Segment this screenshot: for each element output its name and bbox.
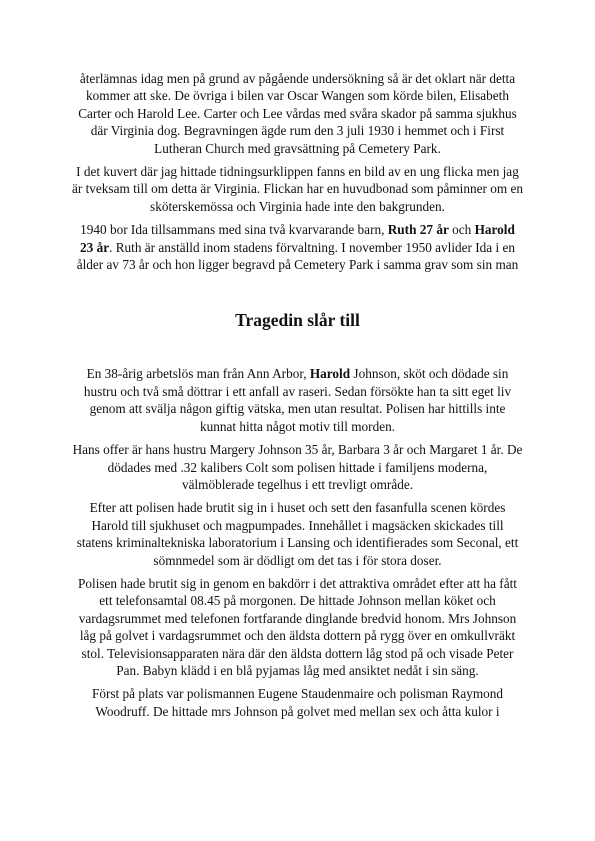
bold-name-harold: Harold 23 år [80,222,515,255]
text-span: En 38-årig arbetslös man från Ann Arbor, [86,366,310,382]
text-span: 1940 bor Ida tillsammans med sina två kvarvarande barn, [80,222,388,238]
bold-name-ruth: Ruth 27 år [387,222,449,238]
document-page [72,70,523,726]
text-span: . Ruth är anställd inom stadens förvaltning. I november 1950 avlider Ida i en ålder av 73 år och hon ligger begravd på Cemetery Park i samma grav som sin man [76,239,519,273]
paragraph-hospital: Efter att polisen hade brutit sig in i huset och sett den fasanfulla scenen kördes Harold till sjukhuset och magpumpades. Innehållet i magsäcken skickades till statens kriminaltekniska laboratorium i Lansing och identifierades som Seconal, ett sömnmedel som är dödligt om det tas i för stora doser. [76,500,519,568]
paragraph-envelope-photo: I det kuvert där jag hittade tidningsurklippen fanns en bild av en ung flicka men jag är tveksam till om detta är Virginia. Flickan har en huvudbonad som påminner om en sköterskemössa och Virginia hade inte den bakgrunden. [72,164,523,214]
text-span: Johnson, sköt och dödade sin hustru och två små döttrar i ett anfall av raseri. Sedan försökte han ta sitt eget liv genom att svälja någon giftig vätska, men utan resultat. Polisen har hittills inte kunnat hitta något motiv till morden. [83,366,512,434]
paragraph-police-entry: Polisen hade brutit sig in genom en bakdörr i det attraktiva området efter att ha fått ett telefonsamtal 08.45 på morgonen. De hittade Johnson mellan köket och vardagsrummet med telefonen fortfarande dinglande bredvid honom. Mrs Johnson låg på golvet i vardagsrummet och den äldsta dottern på rygg över en omkullvräkt stol. Televisionsapparaten nära där den äldsta dottern låg stod på och visade Peter Pan. Babyn klädd i en blå pyjamas låg med ansiktet nedåt i sin säng. [78,575,517,678]
section-heading: Tragedin slår till [235,310,360,331]
text-span: och [448,222,475,238]
paragraph-funeral: återlämnas idag men på grund av pågående undersökning så är det oklart när detta kommer att ske. De övriga i bilen var Oscar Wangen som körde bilen, Elisabeth Carter och Harold Lee. Carter och Lee vårdas med svåra skador på samma sjukhus där Virginia dog. Begravningen ägde rum den 3 juli 1930 i hemmet och i First Lutheran Church med gravsättning på Cemetery Park. [78,71,517,156]
paragraph-1940-census [72,221,523,273]
paragraph-first-officers: Först på plats var polismannen Eugene Staudenmaire och polisman Raymond Woodruff. De hittade mrs Johnson på golvet med mellan sex och åtta kulor i [91,686,504,719]
bold-name-harold-2: Harold [309,366,351,382]
paragraph-tragedy-intro [72,365,523,435]
paragraph-victims: Hans offer är hans hustru Margery Johnson 35 år, Barbara 3 år och Margaret 1 år. De dödades med .32 kalibers Colt som polisen hittade i familjens moderna, välmöblerade tegelhus i ett trevligt område. [72,442,523,492]
